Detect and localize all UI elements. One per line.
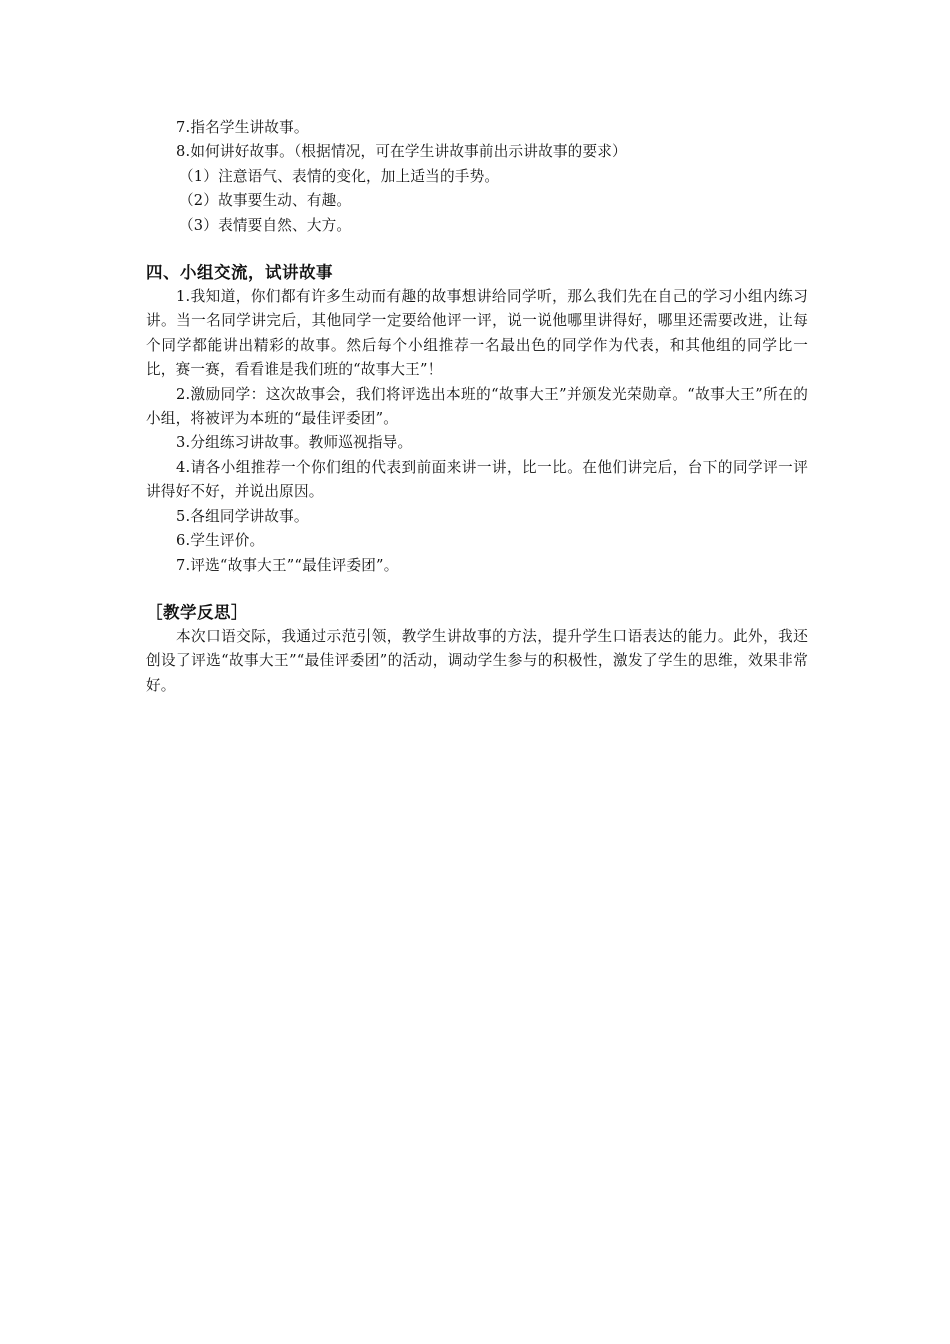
requirement-1: （1）注意语气、表情的变化，加上适当的手势。 [179,167,500,185]
section-4-item-7: 7.评选“故事大王”“最佳评委团”。 [176,556,399,574]
step-7-paragraph: 7.指名学生讲故事。 [176,119,309,136]
reflection-heading: ［教学反思］ [146,602,248,622]
section-4-item-1: 1.我知道，你们都有许多生动而有趣的故事想讲给同学听，那么我们先在自己的学习小组内练习讲。当一名同学讲完后，其他同学一定要给他评一评，说一说他哪里讲得好，哪里还需要改进，让每个同学都能讲出精彩的故事。然后每个小组推荐一名最出色的同学作为代表，和其他组的同学比一比，赛一赛，看看谁是我们班的“故事大王”！ [146,288,808,379]
step-8-paragraph: 8.如何讲好故事。（根据情况，可在学生讲故事前出示讲故事的要求） [176,143,627,161]
section-spacer [146,578,808,601]
requirement-2: （2）故事要生动、有趣。 [179,192,352,210]
section-4-item-5: 5.各组同学讲故事。 [176,507,309,525]
section-4-item-2: 2.激励同学：这次故事会，我们将评选出本班的“故事大王”并颁发光荣勋章。“故事大王”所在的小组，将被评为本班的“最佳评委团”。 [146,385,808,428]
section-4-item-6: 6.学生评价。 [176,532,265,550]
requirement-3: （3）表情要自然、大方。 [179,216,352,234]
section-4-item-4: 4.请各小组推荐一个你们组的代表到前面来讲一讲，比一比。在他们讲完后，台下的同学评一评讲得好不好，并说出原因。 [146,458,808,501]
section-spacer [146,238,808,261]
document-page [146,116,808,698]
section-4-item-3: 3.分组练习讲故事。教师巡视指导。 [176,434,413,452]
section-4-heading: 四、小组交流，试讲故事 [146,263,333,283]
reflection-paragraph: 本次口语交际，我通过示范引领，教学生讲故事的方法，提升学生口语表达的能力。此外，我还创设了评选“故事大王”“最佳评委团”的活动，调动学生参与的积极性，激发了学生的思维，效果非常好。 [146,627,808,694]
